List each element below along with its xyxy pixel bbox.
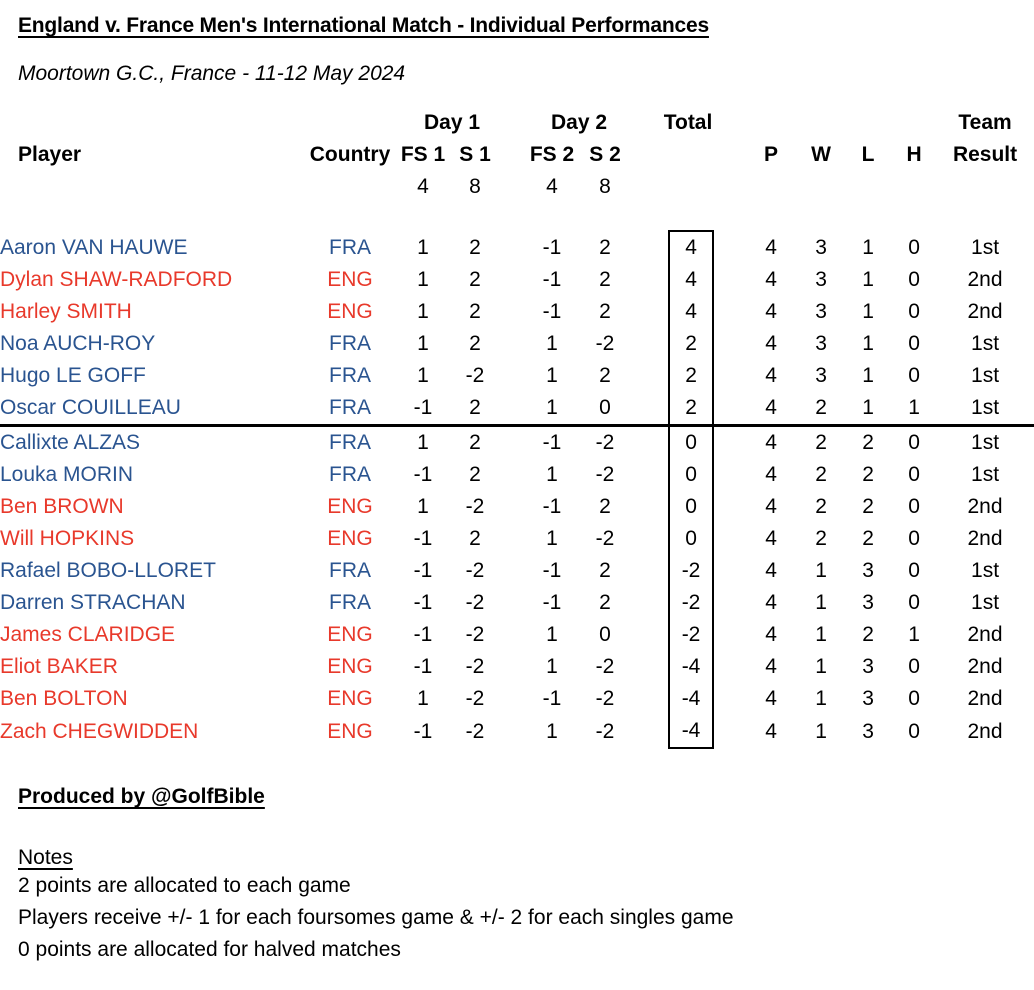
table-row <box>0 555 1034 587</box>
country-code: ENG <box>327 268 373 291</box>
s1-score: 2 <box>469 300 481 323</box>
fs2-score: 1 <box>546 463 558 486</box>
team-result: 1st <box>971 332 1000 355</box>
wins-count: 2 <box>815 527 827 550</box>
note-line: 2 points are allocated to each game <box>18 874 351 897</box>
gap <box>713 555 744 587</box>
team-result: 2nd <box>967 527 1003 550</box>
table-row <box>0 231 1034 264</box>
notes-section <box>0 846 1034 966</box>
gap <box>632 715 669 748</box>
played-count: 4 <box>765 300 777 323</box>
team-result: 1st <box>936 426 1034 460</box>
wins-count: 1 <box>815 591 827 614</box>
fs1-score: 1 <box>417 300 429 323</box>
gap <box>504 459 526 491</box>
played-count: 4 <box>765 463 777 486</box>
s1-score: -2 <box>465 559 485 582</box>
fs1-score: -1 <box>413 719 433 743</box>
s1-score: -2 <box>465 719 485 743</box>
halves-count: 0 <box>908 332 920 355</box>
wins-count: 3 <box>815 268 827 291</box>
player-name: Hugo LE GOFF <box>0 364 146 387</box>
gap <box>713 523 744 555</box>
played-count: 4 <box>765 235 777 259</box>
table-row <box>0 328 1034 360</box>
country-code: ENG <box>327 495 373 518</box>
gap <box>632 459 669 491</box>
gap <box>713 651 744 683</box>
wins-count: 1 <box>815 719 827 743</box>
halves-count: 0 <box>908 527 920 550</box>
s1-score: -2 <box>465 591 485 614</box>
gap <box>632 683 669 715</box>
gap <box>504 392 526 426</box>
losses-count: 3 <box>862 559 874 582</box>
team-result: 1st <box>971 591 1000 614</box>
table-row <box>0 491 1034 523</box>
fs2-score: 1 <box>546 332 558 355</box>
wins-count: 2 <box>815 396 827 419</box>
losses-count: 3 <box>862 655 874 678</box>
country-code: FRA <box>329 235 371 259</box>
header-result: Result <box>952 143 1018 166</box>
gap <box>504 619 526 651</box>
country-code: ENG <box>327 687 373 710</box>
s2-score: 2 <box>599 559 611 582</box>
total-score: -2 <box>669 619 713 651</box>
points-fs1: 4 <box>417 175 429 198</box>
fs2-score: -1 <box>526 426 578 460</box>
gap <box>504 360 526 392</box>
table-row <box>0 619 1034 651</box>
gap <box>632 587 669 619</box>
player-name: Will HOPKINS <box>0 527 135 550</box>
fs2-score: 1 <box>546 396 558 419</box>
results-table <box>0 107 1034 749</box>
page-title: England v. France Men's International Match - Individual Performances <box>18 14 709 37</box>
fs1-score: -1 <box>413 623 433 646</box>
s2-score: -2 <box>578 426 632 460</box>
country-code: ENG <box>327 719 373 743</box>
team-result: 2nd <box>967 655 1003 678</box>
page-subtitle: Moortown G.C., France - 11-12 May 2024 <box>18 62 406 85</box>
group-header-row <box>0 107 1034 139</box>
losses-count: 1 <box>862 235 874 259</box>
s2-score: 0 <box>599 623 611 646</box>
country-code: ENG <box>327 300 373 323</box>
country-code: FRA <box>329 559 371 582</box>
halves-count: 0 <box>908 268 920 291</box>
gap <box>713 491 744 523</box>
player-name: Zach CHEGWIDDEN <box>0 719 199 743</box>
wins-count: 3 <box>815 235 827 259</box>
s1-score: 2 <box>469 527 481 550</box>
fs1-score: -1 <box>413 527 433 550</box>
wins-count: 1 <box>815 655 827 678</box>
fs2-score: -1 <box>542 235 562 259</box>
total-score: 4 <box>669 296 713 328</box>
points-s1: 8 <box>469 175 481 198</box>
gap <box>504 296 526 328</box>
wins-count: 1 <box>815 687 827 710</box>
table-row <box>0 459 1034 491</box>
s2-score: 2 <box>599 495 611 518</box>
s2-score: -2 <box>595 687 615 710</box>
team-result: 2nd <box>967 687 1003 710</box>
s2-score: -2 <box>595 719 615 743</box>
team-result: 1st <box>971 396 1000 419</box>
wins-count: 3 <box>815 332 827 355</box>
gap <box>713 360 744 392</box>
played-count: 4 <box>744 426 798 460</box>
played-count: 4 <box>765 623 777 646</box>
header-total: Total <box>663 111 713 134</box>
player-name: Callixte ALZAS <box>0 426 300 460</box>
played-count: 4 <box>765 495 777 518</box>
player-name: Oscar COUILLEAU <box>0 396 181 419</box>
fs1-score: 1 <box>417 495 429 518</box>
losses-count: 2 <box>844 426 892 460</box>
header-day1: Day 1 <box>423 111 481 134</box>
total-score: -4 <box>669 683 713 715</box>
points-available-row <box>0 171 1034 203</box>
gap <box>504 426 526 460</box>
fs2-score: -1 <box>542 687 562 710</box>
table-row <box>0 426 1034 460</box>
header-played: P <box>764 143 779 166</box>
s1-score: -2 <box>465 687 485 710</box>
fs1-score: 1 <box>417 268 429 291</box>
played-count: 4 <box>765 332 777 355</box>
country-code: FRA <box>329 591 371 614</box>
s2-score: -2 <box>595 463 615 486</box>
halves-count: 0 <box>908 300 920 323</box>
gap <box>713 587 744 619</box>
fs1-score: 1 <box>417 332 429 355</box>
halves-count: 0 <box>908 591 920 614</box>
gap <box>504 683 526 715</box>
s2-score: -2 <box>595 527 615 550</box>
gap <box>632 296 669 328</box>
header-fs2: FS 2 <box>529 143 575 166</box>
wins-count: 2 <box>815 463 827 486</box>
fs2-score: -1 <box>542 559 562 582</box>
header-wins: W <box>811 143 831 166</box>
table-row <box>0 683 1034 715</box>
losses-count: 2 <box>862 623 874 646</box>
header-country: Country <box>309 143 391 166</box>
country-code: FRA <box>329 463 371 486</box>
losses-count: 3 <box>862 687 874 710</box>
team-result: 1st <box>971 235 1000 259</box>
header-fs1: FS 1 <box>400 143 446 166</box>
s2-score: 2 <box>599 591 611 614</box>
losses-count: 1 <box>862 300 874 323</box>
played-count: 4 <box>765 527 777 550</box>
fs2-score: -1 <box>542 495 562 518</box>
wins-count: 2 <box>815 495 827 518</box>
total-score: -2 <box>669 587 713 619</box>
fs1-score: -1 <box>413 655 433 678</box>
halves-count: 0 <box>908 364 920 387</box>
total-score: 4 <box>669 231 713 264</box>
played-count: 4 <box>765 719 777 743</box>
table-row <box>0 296 1034 328</box>
halves-count: 0 <box>908 719 920 743</box>
header-player: Player <box>18 143 82 166</box>
team-result: 2nd <box>967 300 1003 323</box>
gap <box>504 715 526 748</box>
fs1-score: -1 <box>413 463 433 486</box>
s1-score: -2 <box>465 623 485 646</box>
team-result: 1st <box>971 559 1000 582</box>
played-count: 4 <box>765 687 777 710</box>
halves-count: 1 <box>908 396 920 419</box>
page <box>0 14 1034 990</box>
s1-score: 2 <box>469 463 481 486</box>
gap <box>713 296 744 328</box>
total-score: 0 <box>669 459 713 491</box>
results-body <box>0 231 1034 748</box>
country-code: ENG <box>327 527 373 550</box>
losses-count: 1 <box>862 332 874 355</box>
gap <box>504 328 526 360</box>
gap <box>504 587 526 619</box>
player-name: Rafael BOBO-LLORET <box>0 559 216 582</box>
s1-score: 2 <box>446 426 504 460</box>
fs2-score: -1 <box>542 300 562 323</box>
header-spacer-row <box>0 203 1034 231</box>
halves-count: 0 <box>908 687 920 710</box>
losses-count: 2 <box>862 495 874 518</box>
points-s2: 8 <box>599 175 611 198</box>
gap <box>713 619 744 651</box>
fs2-score: -1 <box>542 591 562 614</box>
played-count: 4 <box>765 655 777 678</box>
table-row <box>0 715 1034 748</box>
gap <box>632 491 669 523</box>
total-score: 2 <box>669 392 713 426</box>
player-name: Eliot BAKER <box>0 655 118 678</box>
wins-count: 2 <box>798 426 844 460</box>
gap <box>504 523 526 555</box>
halves-count: 0 <box>908 463 920 486</box>
total-score: 2 <box>669 360 713 392</box>
s1-score: -2 <box>465 495 485 518</box>
fs2-score: 1 <box>546 527 558 550</box>
gap <box>504 491 526 523</box>
played-count: 4 <box>765 591 777 614</box>
player-name: Harley SMITH <box>0 300 132 323</box>
fs2-score: 1 <box>546 655 558 678</box>
halves-count: 0 <box>908 235 920 259</box>
player-name: Louka MORIN <box>0 463 134 486</box>
gap <box>504 651 526 683</box>
s2-score: 2 <box>599 235 611 259</box>
gap <box>632 426 669 460</box>
gap <box>713 459 744 491</box>
s1-score: -2 <box>465 364 485 387</box>
total-score: -4 <box>669 715 713 748</box>
player-name: James CLARIDGE <box>0 623 176 646</box>
note-line: Players receive +/- 1 for each foursomes game & +/- 2 for each singles game <box>18 906 734 929</box>
s2-score: 2 <box>599 268 611 291</box>
player-name: Aaron VAN HAUWE <box>0 235 188 259</box>
s2-score: -2 <box>595 655 615 678</box>
played-count: 4 <box>765 396 777 419</box>
gap <box>713 683 744 715</box>
halves-count: 0 <box>892 426 936 460</box>
gap <box>632 651 669 683</box>
fs2-score: 1 <box>546 719 558 743</box>
total-score: 0 <box>669 426 713 460</box>
losses-count: 1 <box>862 268 874 291</box>
played-count: 4 <box>765 268 777 291</box>
wins-count: 1 <box>815 559 827 582</box>
player-name: Noa AUCH-ROY <box>0 332 156 355</box>
played-count: 4 <box>765 559 777 582</box>
header-losses: L <box>861 143 875 166</box>
fs1-score: 1 <box>417 687 429 710</box>
total-score: -4 <box>669 651 713 683</box>
gap <box>632 328 669 360</box>
played-count: 4 <box>765 364 777 387</box>
header-s1: S 1 <box>459 143 491 166</box>
gap <box>632 523 669 555</box>
total-score: -2 <box>669 555 713 587</box>
total-score: 0 <box>669 523 713 555</box>
player-name: Ben BROWN <box>0 495 124 518</box>
wins-count: 3 <box>815 300 827 323</box>
table-row <box>0 264 1034 296</box>
header-halves: H <box>906 143 922 166</box>
gap <box>713 426 744 460</box>
wins-count: 1 <box>815 623 827 646</box>
gap <box>632 619 669 651</box>
losses-count: 3 <box>862 719 874 743</box>
country-code: FRA <box>300 426 400 460</box>
gap <box>713 328 744 360</box>
total-score: 0 <box>669 491 713 523</box>
column-header-row <box>0 139 1034 171</box>
total-score: 2 <box>669 328 713 360</box>
player-name: Ben BOLTON <box>0 687 128 710</box>
total-score: 4 <box>669 264 713 296</box>
fs2-score: 1 <box>546 364 558 387</box>
gap <box>632 231 669 264</box>
halves-count: 0 <box>908 559 920 582</box>
table-row <box>0 587 1034 619</box>
s2-score: -2 <box>595 332 615 355</box>
header-s2: S 2 <box>589 143 621 166</box>
s2-score: 2 <box>599 364 611 387</box>
notes-heading: Notes <box>18 846 73 869</box>
table-row <box>0 651 1034 683</box>
table-row <box>0 523 1034 555</box>
table-row <box>0 360 1034 392</box>
losses-count: 2 <box>862 527 874 550</box>
s1-score: 2 <box>469 396 481 419</box>
gap <box>632 555 669 587</box>
gap <box>713 392 744 426</box>
s1-score: -2 <box>465 655 485 678</box>
fs2-score: -1 <box>542 268 562 291</box>
fs1-score: 1 <box>417 364 429 387</box>
halves-count: 1 <box>908 623 920 646</box>
team-result: 1st <box>971 364 1000 387</box>
gap <box>713 715 744 748</box>
header-day2: Day 2 <box>551 111 608 134</box>
team-result: 2nd <box>967 719 1003 743</box>
gap <box>632 264 669 296</box>
s1-score: 2 <box>469 235 481 259</box>
country-code: ENG <box>327 655 373 678</box>
gap <box>504 555 526 587</box>
gap <box>713 231 744 264</box>
losses-count: 3 <box>862 591 874 614</box>
note-line: 0 points are allocated for halved matches <box>18 938 401 961</box>
losses-count: 1 <box>862 364 874 387</box>
team-result: 2nd <box>967 268 1003 291</box>
country-code: FRA <box>329 396 371 419</box>
player-name: Dylan SHAW-RADFORD <box>0 268 233 291</box>
fs1-score: 1 <box>417 235 429 259</box>
table-row <box>0 392 1034 426</box>
losses-count: 2 <box>862 463 874 486</box>
s1-score: 2 <box>469 268 481 291</box>
gap <box>504 231 526 264</box>
produced-by: Produced by @GolfBible <box>18 785 265 808</box>
s2-score: 2 <box>599 300 611 323</box>
player-name: Darren STRACHAN <box>0 591 186 614</box>
s1-score: 2 <box>469 332 481 355</box>
halves-count: 0 <box>908 495 920 518</box>
team-result: 1st <box>971 463 1000 486</box>
gap <box>504 264 526 296</box>
country-code: FRA <box>329 364 371 387</box>
fs1-score: -1 <box>413 396 433 419</box>
wins-count: 3 <box>815 364 827 387</box>
fs1-score: -1 <box>413 559 433 582</box>
team-result: 2nd <box>967 495 1003 518</box>
country-code: ENG <box>327 623 373 646</box>
fs1-score: 1 <box>400 426 446 460</box>
gap <box>713 264 744 296</box>
fs2-score: 1 <box>546 623 558 646</box>
halves-count: 0 <box>908 655 920 678</box>
header-team: Team <box>958 111 1012 134</box>
gap <box>632 360 669 392</box>
s2-score: 0 <box>599 396 611 419</box>
losses-count: 1 <box>862 396 874 419</box>
fs1-score: -1 <box>413 591 433 614</box>
points-fs2: 4 <box>546 175 558 198</box>
team-result: 2nd <box>967 623 1003 646</box>
country-code: FRA <box>329 332 371 355</box>
gap <box>632 392 669 426</box>
